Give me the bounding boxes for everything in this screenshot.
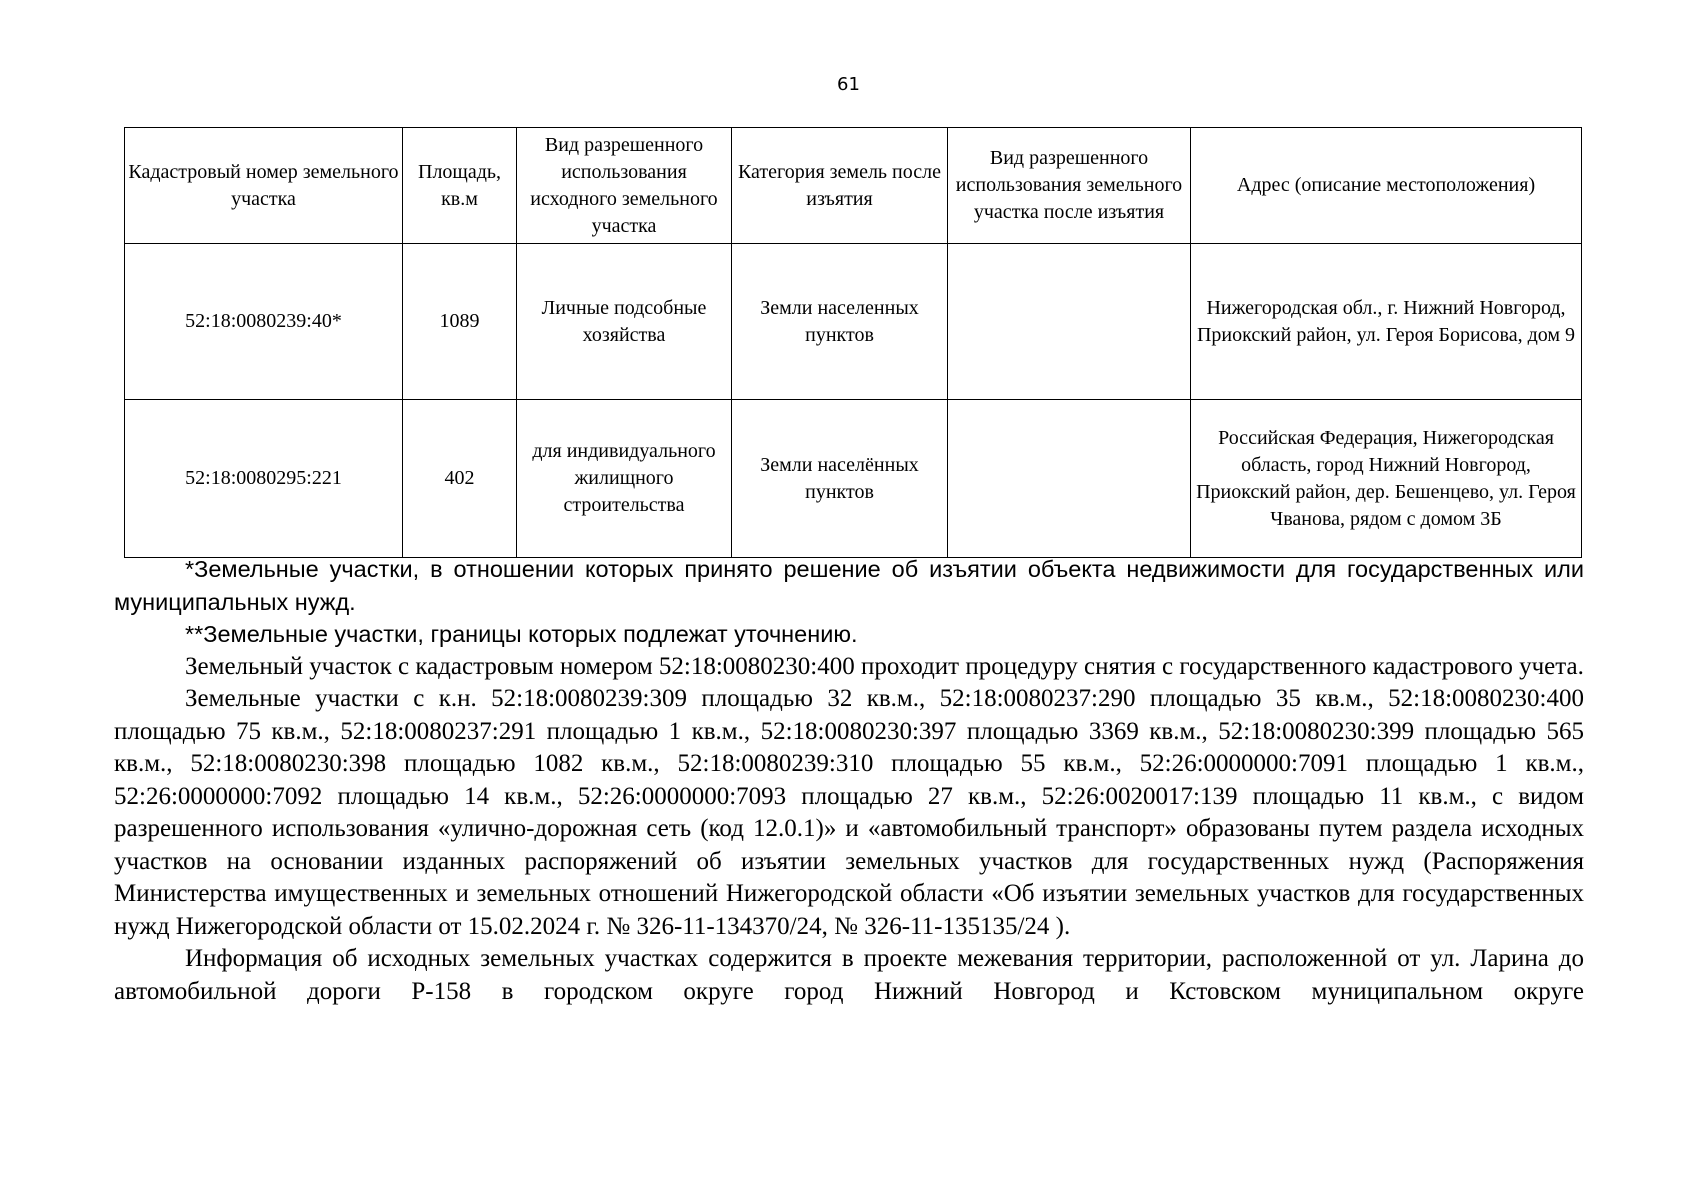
cell-category-after: Земли населенных пунктов <box>732 244 948 400</box>
paragraph-formed-plots: Земельные участки с к.н. 52:18:0080239:309 площадью 32 кв.м., 52:18:0080237:290 площадью 35 кв.м., 52:18:0080230:400 площадью 75 кв.м., 52:18:0080237:291 площадью 1 кв.м., 52:18:0080230:397 площадью 3369 кв.м., 52:18:0080230:399 площадью 565 кв.м., 52:18:0080230:398 площадью 1082 кв.м., 52:18:0080239:310 площадью 55 кв.м., 52:26:0000000:7091 площадью 1 кв.м., 52:26:0000000:7092 площадью 14 кв.м., 52:26:0000000:7093 площадью 27 кв.м., 52:26:0020017:139 площадью 11 кв.м., с видом разрешенного использования «улично-дорожная сеть (код 12.0.1)» и «автомобильный транспорт» образованы путем раздела исходных участков на основании изданных распоряжений об изъятии земельных участков для государственных нужд (Распоряжения Министерства имущественных и земельных отношений Нижегородской области «Об изъятии земельных участков для государственных нужд Нижегородской области от 15.02.2024 г. № 326-11-134370/24, № 326-11-135135/24 ). <box>114 685 1584 940</box>
cell-original-use: для индивидуального жилищного строительства <box>517 400 732 558</box>
table-row <box>125 244 1582 400</box>
cell-area: 1089 <box>403 244 517 400</box>
header-use-after: Вид разрешенного использования земельного участка после изъятия <box>948 128 1191 244</box>
paragraph-cadastral-removal: Земельный участок с кадастровым номером 52:18:0080230:400 проходит процедуру снятия с государственного кадастрового учета. <box>185 652 1584 680</box>
cell-original-use: Личные подсобные хозяйства <box>517 244 732 400</box>
header-original-use: Вид разрешенного использования исходного земельного участка <box>517 128 732 244</box>
paragraph-source-info: Информация об исходных земельных участках содержится в проекте межевания территории, расположенной от ул. Ларина до автомобильной дороги Р-158 в городском округе город Нижний Новгород и Кстовском муниципальном округе <box>114 945 1584 1005</box>
table-header-row <box>125 128 1582 244</box>
cell-area: 402 <box>403 400 517 558</box>
footnote-double-star: **Земельные участки, границы которых подлежат уточнению. <box>185 621 858 647</box>
cell-cadastral-number: 52:18:0080295:221 <box>125 400 403 558</box>
cell-address: Российская Федерация, Нижегородская область, город Нижний Новгород, Приокский район, дер. Бешенцево, ул. Героя Чванова, рядом с домом 3Б <box>1191 400 1582 558</box>
cell-address: Нижегородская обл., г. Нижний Новгород, Приокский район, ул. Героя Борисова, дом 9 <box>1191 244 1582 400</box>
header-category-after: Категория земель после изъятия <box>732 128 948 244</box>
header-cadastral-number: Кадастровый номер земельного участка <box>125 128 403 244</box>
cell-use-after <box>948 244 1191 400</box>
header-area: Площадь, кв.м <box>403 128 517 244</box>
header-address: Адрес (описание местоположения) <box>1191 128 1582 244</box>
notes-section <box>114 553 1584 1008</box>
cell-use-after <box>948 400 1191 558</box>
footnote-single-star: *Земельные участки, в отношении которых принято решение об изъятии объекта недвижимости для государственных или муниципальных нужд. <box>114 556 1584 615</box>
table-row <box>125 400 1582 558</box>
cell-cadastral-number: 52:18:0080239:40* <box>125 244 403 400</box>
cell-category-after: Земли населённых пунктов <box>732 400 948 558</box>
land-plots-table <box>124 127 1582 558</box>
page-number: 61 <box>837 74 860 95</box>
